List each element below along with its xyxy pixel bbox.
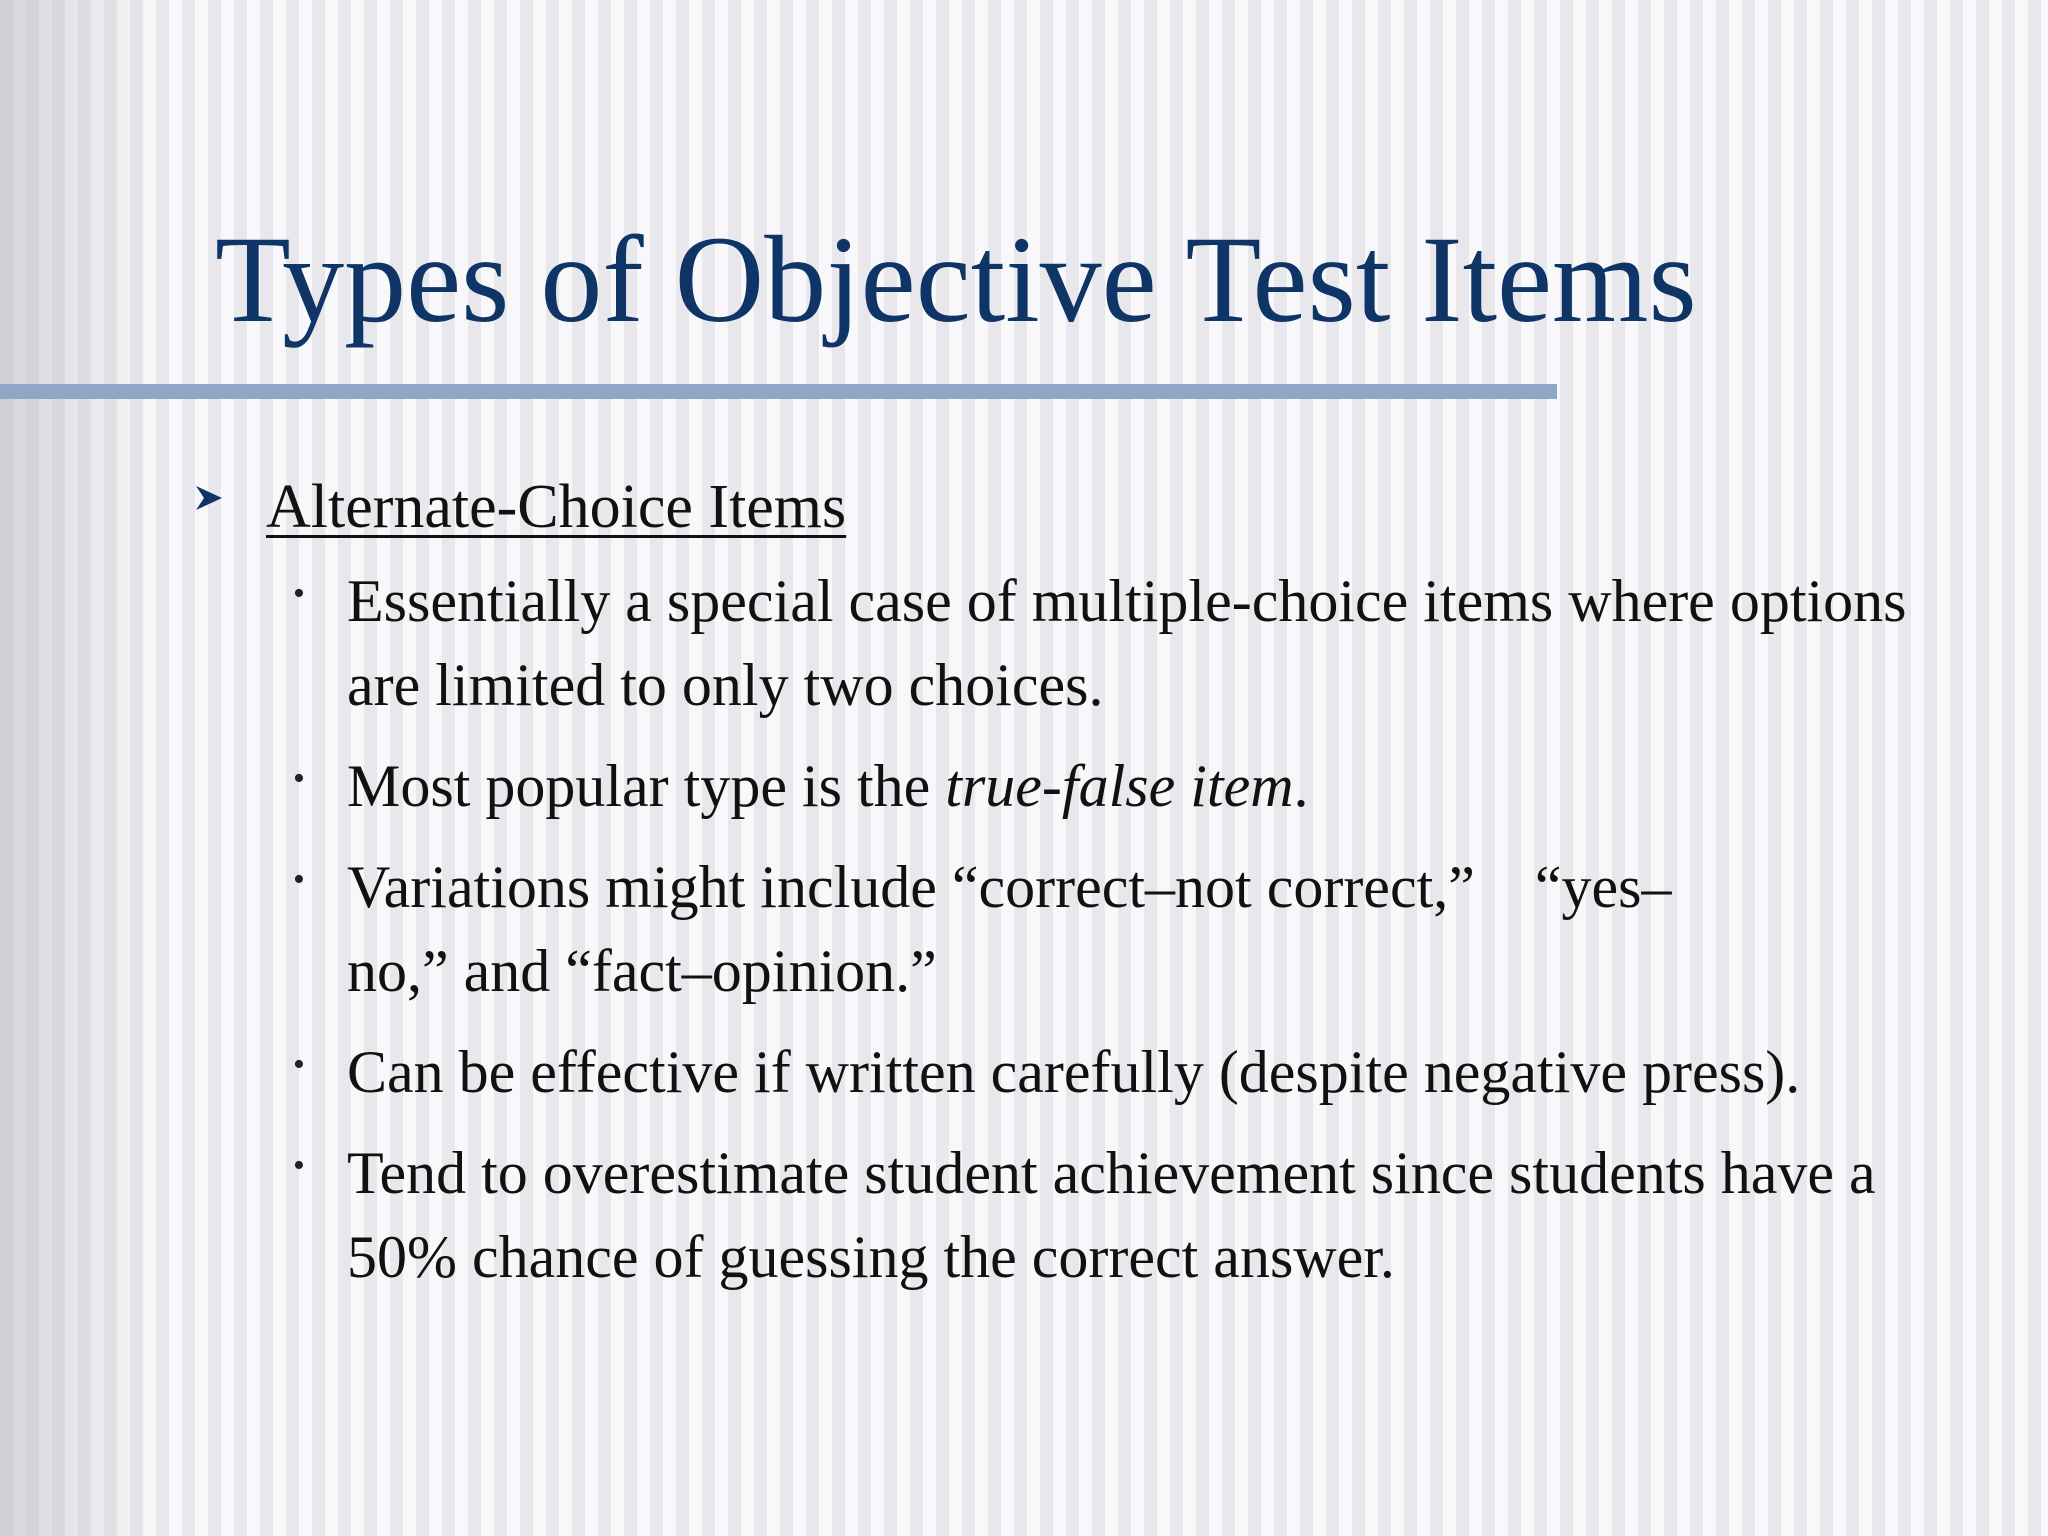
list-item-text-tail: . <box>1293 753 1309 819</box>
list-item <box>190 1131 1980 1299</box>
list-item-text <box>347 744 1980 828</box>
list-item-text: Can be effective if written carefully (despite negative press). <box>347 1039 1801 1105</box>
bullet-dot-icon: • <box>293 760 305 797</box>
list-item <box>190 744 1980 828</box>
list-item-text: Tend to overestimate student achievement since students have a 50% chance of guessing the correct answer. <box>347 1140 1876 1290</box>
list-item-text-line1: Variations might include “correct–not correct,” “yes– <box>347 854 1672 920</box>
bullet-dot-icon: • <box>293 575 305 612</box>
bullet-dot-icon: • <box>293 1046 305 1083</box>
title-underline-rule <box>0 384 1557 399</box>
list-item <box>190 1030 1980 1114</box>
list-item-text-emphasis: true-false item <box>945 753 1294 819</box>
list-item <box>190 845 1980 1013</box>
bullet-dot-icon: • <box>293 861 305 898</box>
section-heading: Alternate-Choice Items <box>266 473 847 541</box>
slide-title: Types of Objective Test Items <box>215 211 1697 348</box>
bullet-dot-icon: • <box>293 1147 305 1184</box>
list-item-text: Essentially a special case of multiple-choice items where options are limited to only two choices. <box>347 568 1907 718</box>
arrow-bullet-icon <box>194 483 224 513</box>
section-heading-row <box>190 465 1980 549</box>
list-item <box>190 559 1980 727</box>
list-item-text <box>347 845 1980 1013</box>
list-item-text-lead: Most popular type is the <box>347 753 946 819</box>
slide-content <box>190 465 1980 1316</box>
bullet-list <box>190 559 1980 1299</box>
list-item-text-line2: no,” and “fact–opinion.” <box>347 938 937 1004</box>
